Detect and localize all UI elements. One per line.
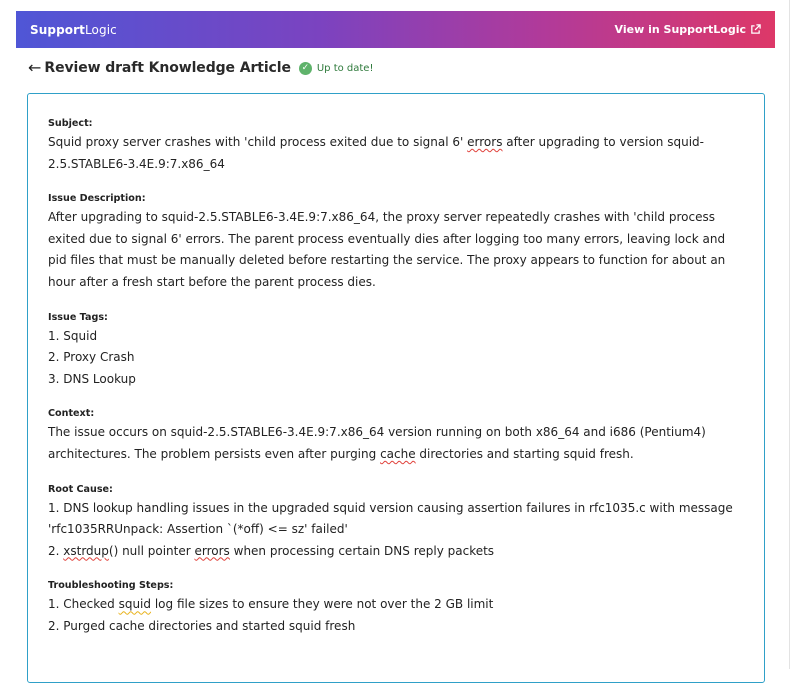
root-cause-item: 1. DNS lookup handling issues in the upgraded squid version causing assertion failures in rfc1035.c with message 'rfc1035RRUnpack: Assertion `(*off) <= sz' failed' — [48, 500, 733, 537]
back-arrow-icon[interactable]: ← — [28, 58, 42, 77]
issue-tag-item: 1. Squid — [48, 328, 98, 343]
issue-tag-item: 3. DNS Lookup — [48, 371, 136, 386]
spelling-flag[interactable]: cache — [380, 446, 416, 461]
top-bar — [16, 11, 775, 48]
troubleshooting-item1-post: log file sizes to ensure they were not over the 2 GB limit — [151, 597, 494, 612]
issue-description-text: After upgrading to squid-2.5.STABLE6-3.4E.9:7.x86_64, the proxy server repeatedly crashes with 'child process exited due to signal 6' errors. The parent process eventually dies after logging too many errors, leaving lock and pid files that must be manually deleted before restarting the service. The proxy appears to function for about an hour after a fresh start before the parent process dies. — [48, 210, 726, 289]
issue-tags-heading: Issue Tags: — [48, 311, 108, 323]
issue-description-heading: Issue Description: — [48, 193, 146, 205]
spelling-flag[interactable]: xstrdup — [63, 543, 109, 558]
page-title: Review draft Knowledge Article — [44, 60, 291, 76]
subject-text-pre: Squid proxy server crashes with 'child process exited due to signal 6' — [48, 135, 468, 149]
troubleshooting-heading: Troubleshooting Steps: — [48, 580, 174, 592]
status-text: Up to date! — [316, 62, 374, 74]
subject-heading: Subject: — [48, 118, 93, 129]
root-cause-item2-pre: 2. — [48, 543, 64, 558]
subject-text-post: after upgrading to version squid-2.5.STABLE6-3.4E.9:7.x86_64 — [48, 135, 704, 171]
root-cause-item2-mid: () null pointer — [108, 543, 195, 558]
brand-logo-light: Logic — [84, 22, 117, 37]
spelling-flag[interactable]: errors — [194, 543, 230, 558]
spelling-flag[interactable]: squid — [118, 597, 152, 612]
issue-tag-item: 2. Proxy Crash — [48, 350, 135, 365]
view-in-supportlogic-label: View in SupportLogic — [614, 23, 746, 36]
troubleshooting-item — [48, 594, 744, 616]
view-in-supportlogic-link[interactable] — [615, 23, 761, 36]
context-text-pre: The issue occurs on squid-2.5.STABLE6-3.4E.9:7.x86_64 version running on both x86_64 and i686 (Pentium4) architectures. The problem persists even after purging — [48, 425, 706, 461]
context-heading: Context: — [48, 408, 95, 420]
page-header — [28, 58, 373, 78]
subject-text — [48, 132, 744, 175]
brand-logo-bold: Support — [30, 22, 85, 37]
article-editor[interactable] — [27, 93, 765, 683]
status-badge — [299, 62, 374, 75]
troubleshooting-item: 2. Purged cache directories and started squid fresh — [48, 618, 356, 633]
check-circle-icon: ✓ — [299, 62, 312, 75]
brand-logo — [30, 23, 117, 37]
root-cause-item2-post: when processing certain DNS reply packets — [229, 543, 495, 558]
context-text-post: directories and starting squid fresh. — [415, 446, 634, 461]
troubleshooting-item1-pre: 1. Checked — [48, 597, 119, 612]
spelling-flag[interactable]: errors — [467, 135, 503, 149]
context-text — [48, 422, 744, 465]
external-link-icon — [750, 24, 761, 35]
root-cause-item — [48, 541, 744, 563]
root-cause-heading: Root Cause: — [48, 483, 113, 495]
